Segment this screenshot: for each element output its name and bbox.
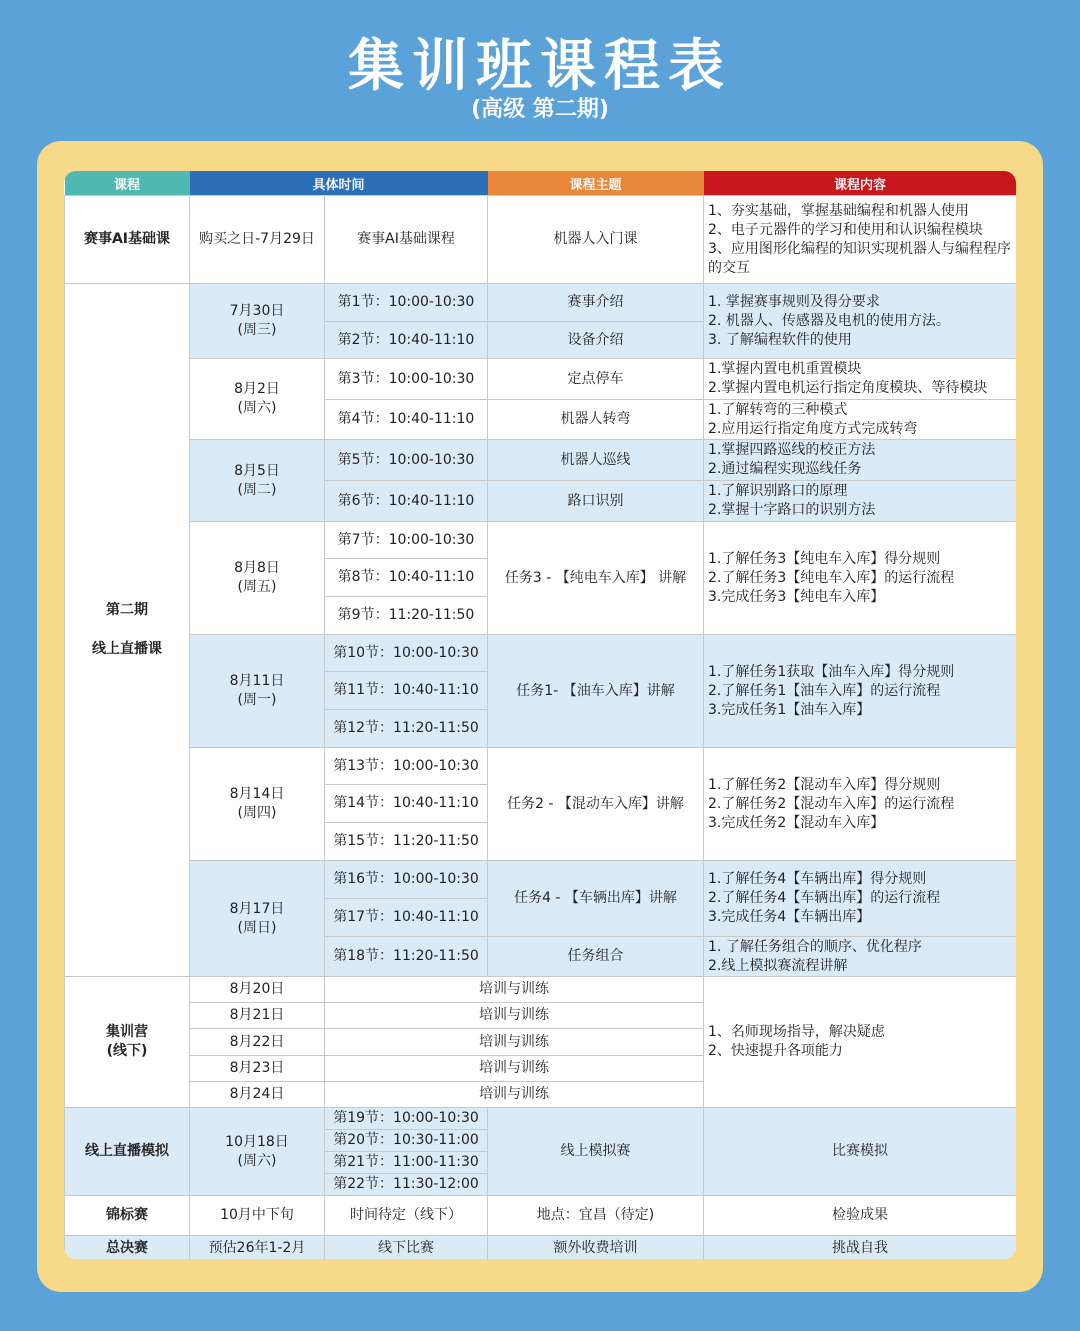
content-cell: 1.了解转弯的三种模式 2.应用运行指定角度方式完成转弯 [704,400,1016,440]
content-cell: 1、名师现场指导，解决疑虑 2、快速提升各项能力 [704,977,1016,1108]
session-cell: 第6节：10:40-11:10 [325,481,488,522]
topic-cell: 任务3 - 【纯电车入库】 讲解 [488,522,704,635]
content-cell: 1.掌握内置电机重置模块 2.掌握内置电机运行指定角度模块、等待模块 [704,359,1016,400]
session-cell: 第13节：10:00-10:30 [325,748,488,785]
table-row [65,359,1017,400]
content-cell: 1. 掌握赛事规则及得分要求 2. 机器人、传感器及电机的使用方法。 3. 了解编程软件的使用 [704,284,1016,359]
session-cell: 第8节：10:40-11:10 [325,559,488,597]
table-row [65,1196,1017,1236]
session-cell: 第18节：11:20-11:50 [325,937,488,977]
header-time: 具体时间 [190,171,488,196]
page-title: 集训班课程表 [348,34,732,99]
session-cell: 第10节：10:00-10:30 [325,635,488,672]
table-row [65,1108,1017,1130]
date-cell: 8月8日 (周五) [190,522,325,635]
table-row [65,1236,1017,1260]
session-cell: 赛事AI基础课程 [325,196,488,284]
table-row [65,284,1017,322]
date-cell: 8月20日 [190,977,325,1003]
date-cell: 8月17日 (周日) [190,861,325,977]
session-cell: 第19节：10:00-10:30 [325,1108,488,1130]
activity-cell: 培训与训练 [325,1029,704,1056]
topic-cell: 赛事介绍 [488,284,704,322]
session-cell: 第21节：11:00-11:30 [325,1152,488,1174]
content-cell: 1.掌握四路巡线的校正方法 2.通过编程实现巡线任务 [704,440,1016,481]
course-cell: 集训营 (线下) [65,977,190,1108]
content-cell: 1.了解任务2【混动车入库】得分规则 2.了解任务2【混动车入库】的运行流程 3.完成任务2【混动车入库】 [704,748,1016,861]
date-cell: 8月14日 (周四) [190,748,325,861]
topic-cell: 任务2 - 【混动车入库】讲解 [488,748,704,861]
content-cell: 1.了解任务1获取【油车入库】得分规则 2.了解任务1【油车入库】的运行流程 3.完成任务1【油车入库】 [704,635,1016,748]
session-cell: 第17节：10:40-11:10 [325,899,488,937]
activity-cell: 培训与训练 [325,1056,704,1082]
table-row [65,635,1017,672]
session-cell: 第9节：11:20-11:50 [325,597,488,635]
course-cell: 总决赛 [65,1236,190,1260]
topic-cell: 地点：宜昌（待定) [488,1196,704,1236]
date-cell: 10月18日 (周六) [190,1108,325,1196]
session-cell: 第15节：11:20-11:50 [325,823,488,861]
content-cell: 1、夯实基础，掌握基础编程和机器人使用 2、电子元器件的学习和使用和认识编程模块 3、应用图形化编程的知识实现机器人与编程程序的交互 [704,196,1016,284]
schedule-panel [64,171,1016,1259]
topic-cell: 线上模拟赛 [488,1108,704,1196]
topic-cell: 任务组合 [488,937,704,977]
date-cell: 购买之日-7月29日 [190,196,325,284]
session-cell: 第7节：10:00-10:30 [325,522,488,559]
date-cell: 8月5日 (周二) [190,440,325,522]
session-cell: 第16节：10:00-10:30 [325,861,488,899]
activity-cell: 培训与训练 [325,977,704,1003]
course-cell [65,284,190,977]
page-subtitle: (高级 第二期) [471,97,609,122]
table-row [65,861,1017,899]
table-row [65,977,1017,1003]
header-content: 课程内容 [704,171,1016,196]
activity-cell: 培训与训练 [325,1003,704,1029]
header-course: 课程 [65,171,190,196]
topic-cell: 额外收费培训 [488,1236,704,1260]
topic-cell: 机器人巡线 [488,440,704,481]
content-cell: 挑战自我 [704,1236,1016,1260]
table-row [65,748,1017,785]
session-cell: 线下比赛 [325,1236,488,1260]
course-cell: 线上直播模拟 [65,1108,190,1196]
session-cell: 第2节：10:40-11:10 [325,322,488,359]
topic-cell: 机器人入门课 [488,196,704,284]
date-cell: 8月23日 [190,1056,325,1082]
content-cell: 检验成果 [704,1196,1016,1236]
content-cell: 1.了解任务3【纯电车入库】得分规则 2.了解任务3【纯电车入库】的运行流程 3.完成任务3【纯电车入库】 [704,522,1016,635]
topic-cell: 路口识别 [488,481,704,522]
session-cell: 第5节：10:00-10:30 [325,440,488,481]
content-cell: 1. 了解任务组合的顺序、优化程序 2.线上模拟赛流程讲解 [704,937,1016,977]
topic-cell: 任务1- 【油车入库】讲解 [488,635,704,748]
date-cell: 8月21日 [190,1003,325,1029]
course-phase-label: 第二期 [106,602,148,618]
session-cell: 第20节：10:30-11:00 [325,1130,488,1152]
header-topic: 课程主题 [488,171,704,196]
date-cell: 8月22日 [190,1029,325,1056]
date-cell: 7月30日 (周三) [190,284,325,359]
table-row [65,440,1017,481]
session-cell: 第3节：10:00-10:30 [325,359,488,400]
date-cell: 10月中下旬 [190,1196,325,1236]
activity-cell: 培训与训练 [325,1082,704,1108]
topic-cell: 机器人转弯 [488,400,704,440]
content-cell: 1.了解任务4【车辆出库】得分规则 2.了解任务4【车辆出库】的运行流程 3.完成任务4【车辆出库】 [704,861,1016,937]
content-cell: 1.了解识别路口的原理 2.掌握十字路口的识别方法 [704,481,1016,522]
session-cell: 第22节：11:30-12:00 [325,1174,488,1196]
header-row [65,171,1017,196]
content-cell: 比赛模拟 [704,1108,1016,1196]
course-phase-sublabel: 线上直播课 [92,641,162,657]
date-cell: 8月24日 [190,1082,325,1108]
session-cell: 第1节：10:00-10:30 [325,284,488,322]
topic-cell: 设备介绍 [488,322,704,359]
schedule-table [64,171,1016,1259]
session-cell: 第14节：10:40-11:10 [325,785,488,823]
session-cell: 第11节：10:40-11:10 [325,672,488,710]
course-cell: 锦标赛 [65,1196,190,1236]
date-cell: 预估26年1-2月 [190,1236,325,1260]
session-cell: 第4节：10:40-11:10 [325,400,488,440]
course-cell: 赛事AI基础课 [65,196,190,284]
table-row [65,522,1017,559]
topic-cell: 定点停车 [488,359,704,400]
table-row [65,196,1017,284]
topic-cell: 任务4 - 【车辆出库】讲解 [488,861,704,937]
session-cell: 时间待定（线下） [325,1196,488,1236]
date-cell: 8月2日 (周六) [190,359,325,440]
session-cell: 第12节：11:20-11:50 [325,710,488,748]
date-cell: 8月11日 (周一) [190,635,325,748]
